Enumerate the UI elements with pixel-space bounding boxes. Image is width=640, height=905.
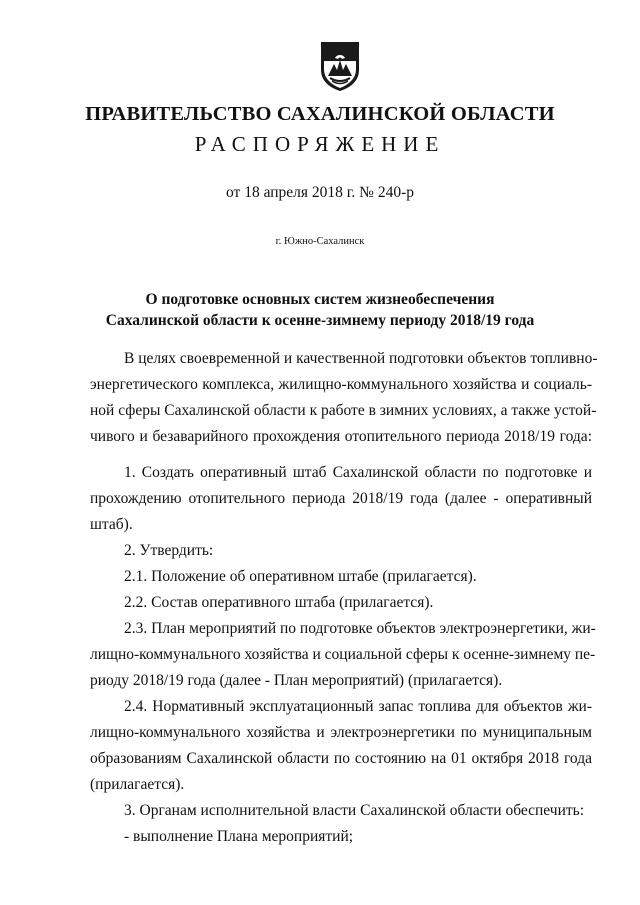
body-line: лищно-коммунального хозяйства и социальной сферы к осенне-зимнему пе- xyxy=(90,646,596,663)
document-type: РАСПОРЯЖЕНИЕ xyxy=(194,132,446,156)
date-number: от 18 апреля 2018 г. № 240-р xyxy=(226,184,414,201)
city: г. Южно-Сахалинск xyxy=(275,236,365,247)
body-line: риоду 2018/19 года (далее - План мероприятий) (прилагается). xyxy=(90,672,503,689)
body-line: В целях своевременной и качественной подготовки объектов топливно- xyxy=(124,350,598,367)
body-line: 1. Создать оперативный штаб Сахалинской области по подготовке и xyxy=(124,464,592,481)
body-line: 2.3. План мероприятий по подготовке объектов электроэнергетики, жи- xyxy=(124,620,596,637)
body-line: лищно-коммунального хозяйства и электроэнергетики по муниципальным xyxy=(90,724,592,741)
body-line: ной сферы Сахалинской области к работе в зимних условиях, а также устой- xyxy=(90,402,597,419)
subject-line-1: О подготовке основных систем жизнеобеспечения xyxy=(145,291,495,308)
body-line: - выполнение Плана мероприятий; xyxy=(124,828,354,845)
body-line: (прилагается). xyxy=(90,776,185,793)
body-line: 2.4. Нормативный эксплуатационный запас топлива для объектов жи- xyxy=(124,698,592,715)
body-line: энергетического комплекса, жилищно-коммунального хозяйства и социаль- xyxy=(90,376,592,393)
subject-line-2: Сахалинской области к осенне-зимнему периоду 2018/19 года xyxy=(105,312,535,329)
body-line: прохождению отопительного периода 2018/19 года (далее - оперативный xyxy=(90,490,592,507)
body-line: штаб). xyxy=(90,516,133,533)
body-line: чивого и безаварийного прохождения отопительного периода 2018/19 года: xyxy=(90,428,592,445)
body-line: 2.1. Положение об оперативном штабе (прилагается). xyxy=(124,568,477,585)
body-line: 2. Утвердить: xyxy=(124,542,214,559)
government-title: ПРАВИТЕЛЬСТВО САХАЛИНСКОЙ ОБЛАСТИ xyxy=(85,103,555,125)
body-line: образованиям Сахалинской области по состоянию на 01 октября 2018 года xyxy=(90,750,592,767)
document-subject xyxy=(0,289,640,331)
coat-of-arms-icon xyxy=(318,40,362,92)
body-line: 2.2. Состав оперативного штаба (прилагается). xyxy=(124,594,434,611)
body-line: 3. Органам исполнительной власти Сахалинской области обеспечить: xyxy=(124,802,585,819)
